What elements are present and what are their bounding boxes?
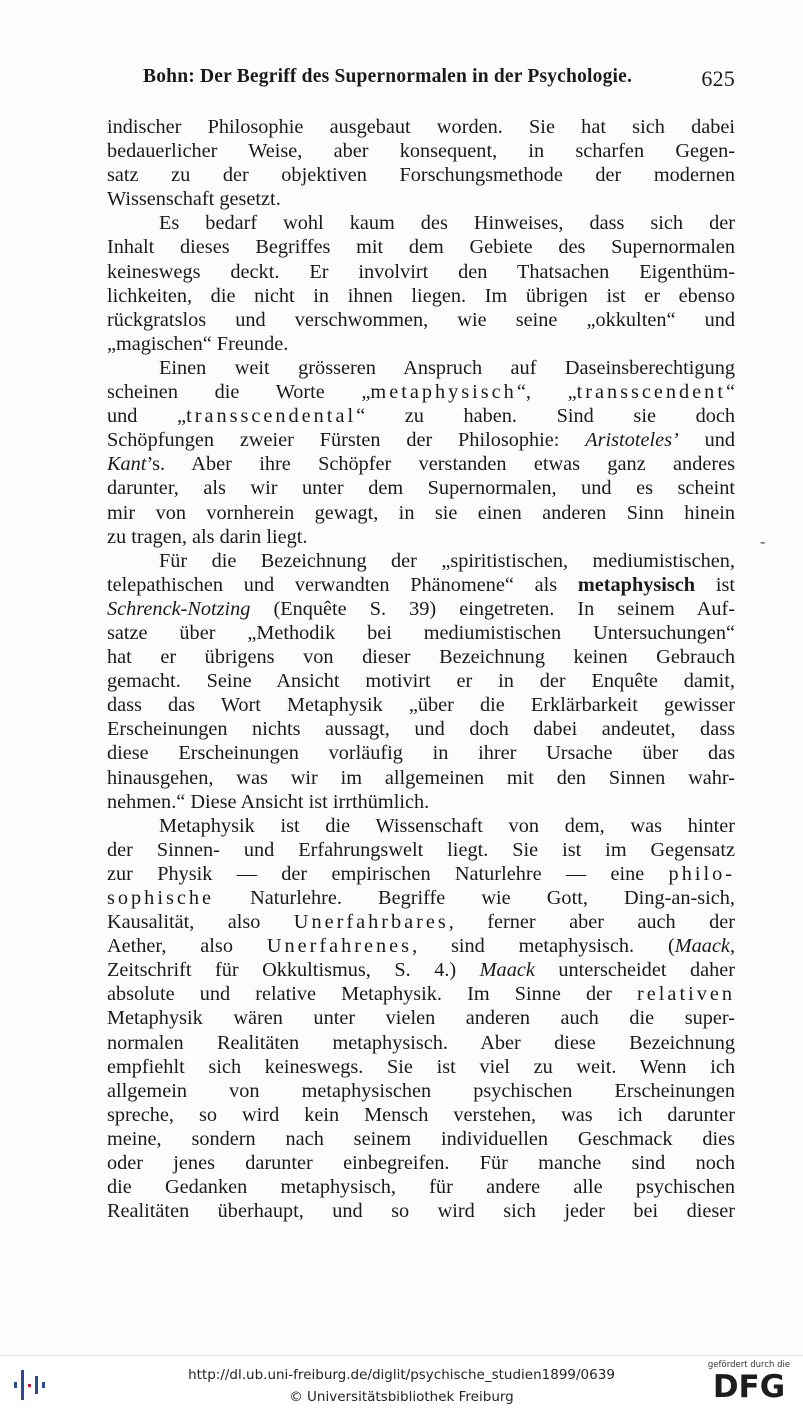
dfg-logo-icon[interactable] <box>705 1360 793 1410</box>
text-segment: Naturlehre. Begriffe wie Gott, Ding-an-sich, <box>214 887 735 909</box>
text-segment: keineswegs deckt. Er involvirt den Thatsachen Eigenthüm- <box>107 260 735 283</box>
text-line <box>107 982 735 1006</box>
text-line <box>107 501 735 525</box>
spaced-emphasis: transscendental <box>186 405 357 428</box>
viewer-footer <box>0 1355 803 1414</box>
text-segment: satze über „Methodik bei mediumistischen Untersuchungen“ <box>107 621 735 644</box>
text-line <box>107 1055 735 1079</box>
text-line <box>107 115 735 139</box>
text-line <box>107 525 735 549</box>
text-segment: gemacht. Seine Ansicht motivirt er in der Enquête damit, <box>107 670 735 693</box>
text-segment: zur Physik — der empirischen Naturlehre — eine <box>107 862 669 885</box>
text-segment: Für die Bezeichnung der „spiritistischen, mediumistischen, <box>159 549 735 572</box>
text-line <box>107 1103 735 1127</box>
text-segment: lichkeiten, die nicht in ihnen liegen. Im übrigen ist er ebenso <box>107 284 735 307</box>
text-line <box>107 934 735 958</box>
text-line <box>107 910 735 934</box>
text-line <box>107 1079 735 1103</box>
italic-name: Schrenck-Notzing <box>107 597 251 620</box>
text-segment: Realitäten überhaupt, und so wird sich jeder bei dieser <box>107 1200 735 1223</box>
text-segment: dass das Wort Metaphysik „über die Erklärbarkeit gewisser <box>107 694 735 717</box>
text-line <box>107 260 735 284</box>
spaced-emphasis: relativen <box>637 983 735 1006</box>
text-line <box>107 766 735 790</box>
text-segment: darunter, als wir unter dem Supernormalen, und es scheint <box>107 477 735 500</box>
text-line <box>107 669 735 693</box>
text-line <box>107 838 735 862</box>
text-segment: und „ <box>107 405 187 428</box>
text-line <box>107 476 735 500</box>
text-line <box>107 211 735 235</box>
body-text <box>107 115 735 1223</box>
text-segment: Zeitschrift für Okkultismus, S. 4.) <box>107 959 480 982</box>
italic-name: Kant <box>107 453 147 476</box>
text-segment: Metaphysik wären unter vielen anderen auch die super- <box>107 1007 735 1030</box>
text-line <box>107 573 735 597</box>
text-line <box>107 693 735 717</box>
text-segment: hat er übrigens von dieser Bezeichnung keinen Gebrauch <box>107 646 735 669</box>
text-segment: scheinen die Worte „ <box>107 381 371 404</box>
text-line <box>107 308 735 332</box>
text-line <box>107 1175 735 1199</box>
text-line <box>107 163 735 187</box>
text-segment: diese Erscheinungen vorläufig in ihrer Ursache über das <box>107 742 735 765</box>
text-line <box>107 814 735 838</box>
text-line <box>107 1006 735 1030</box>
dfg-wordmark: DFG <box>712 1369 786 1405</box>
text-segment: “ zu haben. Sind sie doch <box>356 405 735 428</box>
text-segment: ’s. Aber ihre Schöpfer verstanden etwas ganz anderes <box>146 453 735 476</box>
spaced-emphasis: transscendent <box>576 381 726 404</box>
spaced-emphasis: Unerfahrenes <box>266 935 413 958</box>
text-segment: meine, sondern nach seinem individuellen Geschmack dies <box>107 1127 735 1150</box>
dfg-caption: gefördert durch die <box>707 1360 791 1370</box>
text-line <box>107 428 735 452</box>
text-line <box>107 332 735 356</box>
italic-name: Aristoteles’ <box>585 429 679 452</box>
text-segment: mir von vornherein gewagt, in sie einen anderen Sinn hinein <box>107 501 735 524</box>
text-line <box>107 452 735 476</box>
text-segment: Erscheinungen nichts aussagt, und doch dabei andeutet, dass <box>107 718 735 741</box>
text-line <box>107 380 735 404</box>
text-segment: , ferner aber auch der <box>448 911 735 934</box>
text-line <box>107 958 735 982</box>
text-line <box>107 597 735 621</box>
text-segment: oder jenes darunter einbegreifen. Für manche sind noch <box>107 1152 735 1175</box>
spaced-emphasis: metaphysisch <box>370 381 517 404</box>
text-line <box>107 1151 735 1175</box>
text-line <box>107 1199 735 1223</box>
page-number: 625 <box>701 66 735 91</box>
text-line <box>107 187 735 211</box>
margin-mark: - <box>760 532 766 551</box>
text-line <box>107 139 735 163</box>
source-url-link[interactable]: http://dl.ub.uni-freiburg.de/diglit/psychische_studien1899/0639 <box>188 1367 615 1383</box>
text-line <box>107 717 735 741</box>
running-head <box>143 66 735 94</box>
spaced-emphasis: philo- <box>668 862 735 885</box>
text-segment: telepathischen und verwandten Phänomene“ als <box>107 573 578 596</box>
text-segment: , sind metaphysisch. ( <box>412 935 675 958</box>
text-line <box>107 621 735 645</box>
text-segment: Aether, also <box>107 935 267 958</box>
text-segment: allgemein von metaphysischen psychischen Erscheinungen <box>107 1079 735 1102</box>
text-segment: bedauerlicher Weise, aber konsequent, in scharfen Gegen- <box>107 140 735 163</box>
text-segment: , <box>729 935 735 958</box>
text-segment: (Enquête S. 39) eingetreten. In seinem Auf- <box>250 597 735 620</box>
text-segment: Einen weit grösseren Anspruch auf Daseinsberechtigung <box>159 356 735 379</box>
running-title: Bohn: Der Begriff des Supernormalen in der Psychologie. <box>143 66 633 87</box>
text-segment: „magischen“ Freunde. <box>107 332 289 355</box>
spaced-emphasis: sophische <box>107 887 214 909</box>
text-segment: ist <box>695 573 735 596</box>
text-segment: Wissenschaft gesetzt. <box>107 188 281 211</box>
text-segment: zu tragen, als darin liegt. <box>107 525 308 548</box>
text-line <box>107 1031 735 1055</box>
bold-term: metaphysisch <box>577 573 696 596</box>
text-segment: normalen Realitäten metaphysisch. Aber diese Bezeichnung <box>107 1031 735 1054</box>
text-segment: spreche, so wird kein Mensch verstehen, was ich darunter <box>107 1103 735 1126</box>
text-line <box>107 790 735 814</box>
text-segment: Metaphysik ist die Wissenschaft von dem, was hinter <box>159 814 735 837</box>
text-segment: Schöpfungen zweier Fürsten der Philosophie: <box>107 429 586 452</box>
italic-name: Maack <box>479 959 535 982</box>
text-segment: empfiehlt sich keineswegs. Sie ist viel zu weit. Wenn ich <box>107 1055 735 1078</box>
text-line <box>107 235 735 259</box>
text-segment: unterscheidet daher <box>534 959 735 982</box>
text-line <box>107 404 735 428</box>
text-segment: der Sinnen- und Erfahrungswelt liegt. Sie ist im Gegensatz <box>107 838 735 861</box>
text-segment: “, „ <box>516 381 577 404</box>
text-line <box>107 645 735 669</box>
text-segment: Inhalt dieses Begriffes mit dem Gebiete des Supernormalen <box>107 236 735 259</box>
copyright-notice: © Universitätsbibliothek Freiburg <box>289 1389 514 1405</box>
text-line <box>107 356 735 380</box>
spaced-emphasis: Unerfahrbares <box>293 911 449 934</box>
text-segment: hinausgehen, was wir im allgemeinen mit den Sinnen wahr- <box>107 766 735 789</box>
text-segment: Kausalität, also <box>107 911 294 934</box>
text-line <box>107 1127 735 1151</box>
text-segment: Es bedarf wohl kaum des Hinweises, dass sich der <box>159 212 735 235</box>
text-line <box>107 284 735 308</box>
text-segment: absolute und relative Metaphysik. Im Sinne der <box>107 983 638 1006</box>
text-line <box>107 741 735 765</box>
text-segment: “ <box>725 381 735 404</box>
text-segment: nehmen.“ Diese Ansicht ist irrthümlich. <box>107 790 430 813</box>
text-segment: indischer Philosophie ausgebaut worden. Sie hat sich dabei <box>107 116 735 138</box>
text-line <box>107 886 735 910</box>
text-segment: rückgratslos und verschwommen, wie seine „okkulten“ und <box>107 308 735 331</box>
text-segment: satz zu der objektiven Forschungsmethode der modernen <box>107 164 735 187</box>
text-segment: und <box>678 429 735 452</box>
text-line <box>107 862 735 886</box>
text-line <box>107 549 735 573</box>
text-segment: die Gedanken metaphysisch, für andere alle psychischen <box>107 1176 735 1199</box>
italic-name: Maack <box>674 935 730 958</box>
